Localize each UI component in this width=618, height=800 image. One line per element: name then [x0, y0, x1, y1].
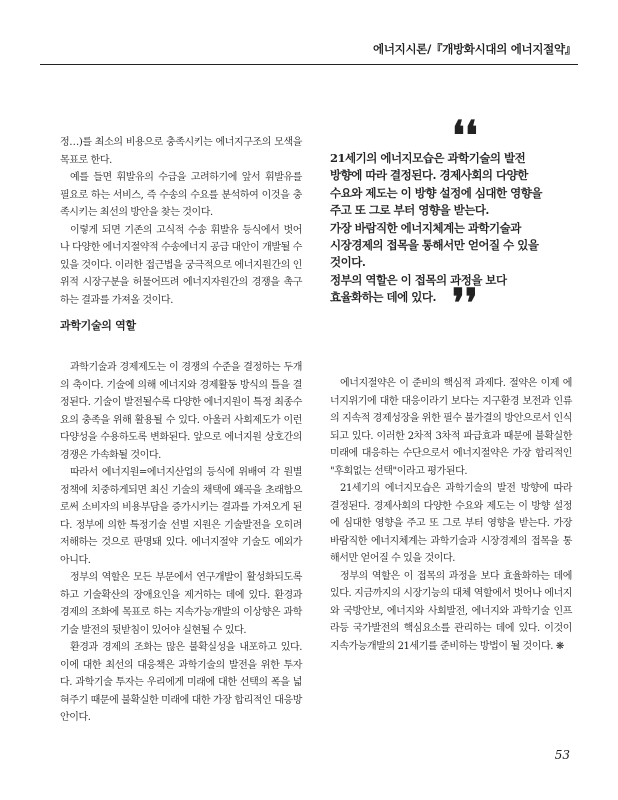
paragraph: 에너지절약은 이 준비의 핵심적 과제다. 절약은 이제 에너지위기에 대한 대응이라기 보다는 지구환경 보전과 인류의 지속적 경제성장을 위한 필수 불가결의 방안으로서 인식되고 있다. 이러한 2차적 3차적 파급효과 때문에 불확실한 미래에 대응하는 수단으로서 에너지절약은 가장 합리적인 "후회없는 선택"이라고 평가된다.	[330, 378, 572, 477]
section-heading: 과학기술의 역할	[60, 319, 136, 332]
left-column-top	[60, 134, 302, 309]
running-header-title: 에너지시론/『개방화시대의 에너지절약』	[373, 42, 576, 56]
last-paragraph	[330, 568, 572, 656]
close-quote-icon: ❜❜	[452, 280, 478, 327]
pull-quote-text	[330, 150, 572, 307]
pull-quote-line: 방향에 따라 결정된다. 경제사회의 다양한	[330, 168, 528, 183]
header-rule	[40, 64, 578, 65]
pull-quote-line: 시장경제의 접목을 통해서만 얻어질 수 있을	[330, 238, 539, 253]
pull-quote-line: 21세기의 에너지모습은 과학기술의 발전	[330, 151, 526, 165]
pull-quote-line: 수요와 제도는 이 방향 설정에 심대한 영향을	[330, 185, 542, 200]
left-column-bottom	[60, 359, 302, 727]
page-number: 53	[554, 748, 570, 762]
pull-quote-line: 것이다.	[330, 255, 366, 270]
paragraph-text: 정부의 역할은 이 접목의 과정을 보다 효율화하는 데에 있다. 지금까지의 시장기능의 대체 역할에서 벗어나 에너지와 국방안보, 에너지와 사회발전, 에너지와 과학기술 인프라등 국가발전의 핵심요소를 관리하는 데에 있다. 이것이 지속가능개발의 21세기를 준비하는 방법이 될 것이다.	[330, 570, 572, 652]
paragraph: 정부의 역할은 모든 부문에서 연구개발이 활성화되도록 하고 기술확산의 장애요인을 제거하는 데에 있다. 환경과 경제의 조화에 목표로 하는 지속가능개발의 이상향은 과학기술 발전의 뒷받침이 있어야 실현될 수 있다.	[60, 572, 302, 636]
pull-quote-line: 효율화하는 데에 있다.	[330, 290, 436, 305]
paragraph: 이렇게 되면 기존의 고식적 수송 휘발유 등식에서 벗어나 다양한 에너지절약적 수송에너지 공급 대안이 개발될 수 있을 것이다. 이러한 접근법을 궁극적으로 에너지원간의 인위적 시장구분을 허물어뜨려 에너지자원간의 경쟁을 촉구하는 결과를 가져올 것이다.	[60, 224, 302, 306]
paragraph: 정…)를 최소의 비용으로 충족시키는 에너지구조의 모색을 목표로 한다.	[60, 137, 302, 166]
paragraph: 따라서 에너지원=에너지산업의 등식에 위배여 각 원별 정책에 치중하게되면 최신 기술의 채택에 왜곡을 초래함으로써 소비자의 비용부담을 증가시키는 결과를 가져오게 된다. 정부에 의한 특정기술 선별 지원은 기술발전을 오히려 저해하는 것으로 판명돼 있다. 에너지절약 기술도 예외가 아니다.	[60, 467, 302, 566]
pull-quote-line: 주고 또 그로 부터 영향을 받는다.	[330, 203, 489, 218]
running-header	[0, 40, 618, 66]
open-quote-icon: ❛❛	[452, 112, 478, 159]
paragraph: 예를 들면 휘발유의 수급을 고려하기에 앞서 휘발유를 필요로 하는 서비스, 즉 수송의 수요를 분석하여 이것을 충족시키는 최선의 방안을 찾는 것이다.	[60, 172, 302, 218]
pull-quote-line: 가장 바람직한 에너지체계는 과학기술과	[330, 220, 521, 235]
paragraph: 21세기의 에너지모습은 과학기술의 발전 방향에 따라 결정된다. 경제사회의 다양한 수요와 제도는 이 방향 설정에 심대한 영향을 주고 또 그로 부터 영향을 받는다. 가장 바람직한 에너지체계는 과학기술과 시장경제의 접목을 통해서만 얻어질 수 있을 것이다.	[330, 483, 572, 564]
paragraph: 과학기술과 경제제도는 이 경쟁의 수준을 결정하는 두개의 축이다. 기술에 의해 에너지와 경제활동 방식의 틀을 결정된다. 기술이 발전될수록 다양한 에너지원이 특정 최종수요의 충족을 위해 활용될 수 있다. 아울러 사회제도가 이런 다양성을 수용하도록 변화된다. 앞으로 에너지원 상호간의 경쟁은 가속화될 것이다.	[60, 362, 302, 461]
paragraph: 환경과 경제의 조화는 많은 불확실성을 내포하고 있다. 이에 대한 최선의 대응책은 과학기술의 발전을 위한 투자다. 과학기술 투자는 우리에게 미래에 대한 선택의 폭을 넓혀주기 때문에 불확실한 미래에 대한 가장 합리적인 대응방안이다.	[60, 642, 302, 723]
right-column-bottom	[330, 375, 572, 655]
pull-quote-line: 정부의 역할은 이 접목의 과정을 보다	[330, 272, 507, 287]
end-mark-icon: ❋	[555, 640, 564, 652]
